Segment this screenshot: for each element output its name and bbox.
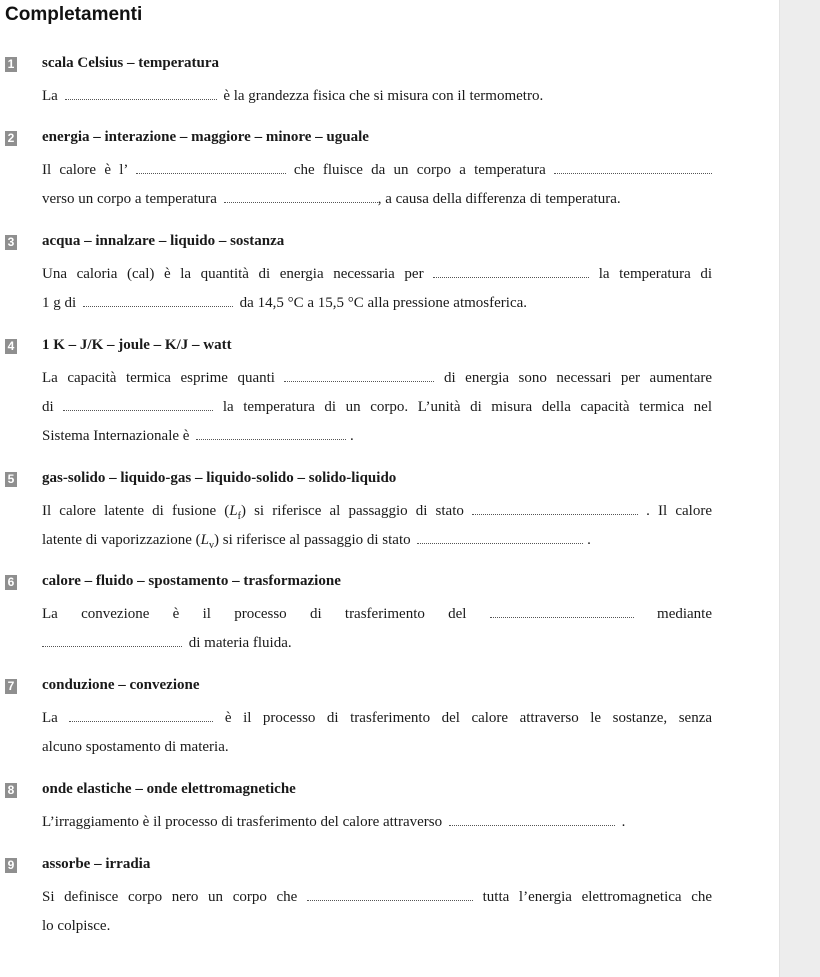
text-fragment: alcuno spostamento di materia.	[42, 739, 229, 755]
blank-field[interactable]	[307, 888, 473, 901]
sentence-line	[42, 813, 712, 831]
item-number-badge: 3	[5, 235, 17, 250]
word-bank: conduzione – convezione	[42, 677, 200, 693]
text-fragment: latente di vaporizzazione $(L_v)$ si riferisce al passaggio di stato	[42, 532, 411, 551]
item-number-badge: 4	[5, 339, 17, 354]
text-fragment: di materia fluida.	[188, 635, 292, 651]
word-bank: onde elastiche – onde elettromagnetiche	[42, 781, 296, 797]
page-title: Completamenti	[5, 4, 143, 25]
text-fragment: La	[42, 710, 58, 726]
blank-field[interactable]	[224, 190, 378, 203]
text-fragment: Il calore è l’	[42, 162, 128, 178]
blank-field[interactable]	[472, 502, 638, 515]
text-fragment: tutta l’energia elettromagnetica che	[482, 889, 713, 905]
sentence-line	[42, 369, 712, 387]
blank-field[interactable]	[433, 265, 589, 278]
text-fragment: Il calore latente di fusione $(L_f)$ si riferisce al passaggio di stato	[42, 503, 464, 522]
item-number-badge: 5	[5, 472, 17, 487]
text-fragment: di	[42, 399, 54, 415]
text-fragment: La	[42, 88, 58, 104]
item-number-badge: 1	[5, 57, 17, 72]
text-fragment: . Il calore	[646, 503, 712, 519]
item-number-badge: 6	[5, 575, 17, 590]
blank-field[interactable]	[449, 813, 615, 826]
word-bank: calore – fluido – spostamento – trasformazione	[42, 573, 341, 589]
sentence-line	[42, 161, 712, 179]
sentence-line	[42, 888, 712, 906]
blank-field[interactable]	[83, 294, 233, 307]
blank-field[interactable]	[417, 531, 583, 544]
text-fragment: .	[587, 532, 591, 548]
word-bank: assorbe – irradia	[42, 856, 151, 872]
text-fragment: mediante	[657, 606, 713, 622]
sentence-line	[42, 738, 712, 756]
word-bank: gas-solido – liquido-gas – liquido-solido – solido-liquido	[42, 470, 397, 486]
text-fragment: che fluisce da un corpo a temperatura	[293, 162, 546, 178]
item-number-badge: 7	[5, 679, 17, 694]
text-fragment: Si definisce corpo nero un corpo che	[42, 889, 298, 905]
text-fragment: , a causa della differenza di temperatura.	[377, 191, 621, 207]
blank-field[interactable]	[65, 87, 217, 100]
sentence-line	[42, 190, 712, 208]
text-fragment: .	[349, 428, 354, 444]
word-bank: 1 K – J/K – joule – K/J – watt	[42, 337, 232, 353]
sentence-line	[42, 634, 712, 652]
text-fragment: .	[621, 814, 626, 830]
blank-field[interactable]	[42, 634, 182, 647]
text-fragment: è la grandezza fisica che si misura con il termometro.	[223, 88, 544, 104]
text-fragment: la temperatura di	[598, 266, 712, 282]
item-number-badge: 8	[5, 783, 17, 798]
blank-field[interactable]	[196, 427, 346, 440]
word-bank: scala Celsius – temperatura	[42, 55, 220, 71]
word-bank: acqua – innalzare – liquido – sostanza	[42, 233, 285, 249]
sentence-line	[42, 398, 712, 416]
blank-field[interactable]	[69, 709, 213, 722]
blank-field[interactable]	[490, 605, 634, 618]
text-fragment: da 14,5 °C a 15,5 °C alla pressione atmosferica.	[239, 295, 528, 311]
text-fragment: Una caloria (cal) è la quantità di energia necessaria per	[42, 266, 424, 282]
text-fragment: lo colpisce.	[42, 918, 111, 934]
sentence-line	[42, 294, 712, 312]
text-fragment: 1 g di	[42, 295, 77, 311]
sentence-line	[42, 265, 712, 283]
text-fragment: verso un corpo a temperatura	[42, 191, 217, 207]
text-fragment: La convezione è il processo di trasferimento del	[42, 606, 467, 622]
text-fragment: La capacità termica esprime quanti	[42, 370, 275, 386]
blank-field[interactable]	[136, 161, 286, 174]
blank-field[interactable]	[63, 398, 213, 411]
text-fragment: di energia sono necessari per aumentare	[443, 370, 713, 386]
sentence-line	[42, 709, 712, 727]
scrollbar-track[interactable]	[779, 0, 820, 977]
sentence-line	[42, 917, 712, 935]
blank-field[interactable]	[554, 161, 712, 174]
text-fragment: la temperatura di un corpo. L’unità di misura della capacità termica nel	[222, 399, 713, 415]
sentence-line	[42, 427, 712, 445]
item-number-badge: 9	[5, 858, 17, 873]
word-bank: energia – interazione – maggiore – minore – uguale	[42, 129, 369, 145]
blank-field[interactable]	[284, 369, 434, 382]
text-fragment: L’irraggiamento è il processo di trasferimento del calore attraverso	[42, 814, 443, 830]
sentence-line	[42, 502, 712, 526]
text-fragment: Sistema Internazionale è	[42, 428, 190, 444]
sentence-line	[42, 605, 712, 623]
text-fragment: è il processo di trasferimento del calore attraverso le sostanze, senza	[224, 710, 713, 726]
item-number-badge: 2	[5, 131, 17, 146]
sentence-line	[42, 87, 712, 105]
sentence-line	[42, 531, 712, 555]
